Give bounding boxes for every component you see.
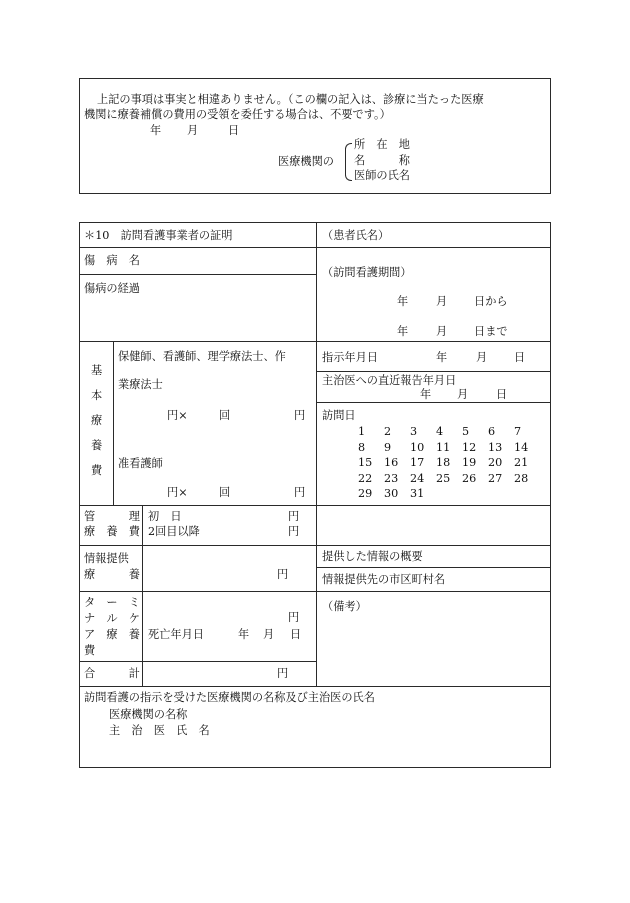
declaration-line-1: 上記の事項は事実と相違ありません。（この欄の記入は、診療に当たった医療	[97, 93, 484, 106]
visit-day: 30	[384, 487, 399, 501]
visit-day: 27	[488, 471, 503, 485]
visit-day: 4	[436, 425, 444, 438]
death-date-year: 年	[238, 628, 250, 641]
period-from-month: 月	[436, 295, 448, 308]
visit-days-grid	[358, 425, 540, 502]
period-to-month: 月	[436, 325, 448, 338]
visit-day: 31	[410, 487, 425, 501]
visit-day: 17	[410, 456, 425, 470]
total-label: 合 計	[84, 667, 140, 680]
basic-fee-char: 療	[91, 414, 103, 427]
instructing-institution-title: 訪問看護の指示を受けた医療機関の名称及び主治医の氏名	[84, 691, 375, 704]
instruction-date-month: 月	[476, 351, 488, 364]
visit-day: 19	[462, 456, 477, 470]
first-day-label: 初 日	[148, 510, 182, 523]
row-divider	[79, 505, 551, 506]
address-label: 所 在 地	[354, 138, 410, 151]
visit-day: 10	[410, 440, 425, 454]
visit-day: 16	[384, 456, 399, 470]
visit-day: 23	[384, 471, 399, 485]
visit-day: 26	[462, 471, 477, 485]
instruction-date-day: 日	[514, 351, 526, 364]
yen-label: 円	[294, 409, 306, 422]
doctor-name-label: 医師の氏名	[354, 169, 410, 182]
times-label: 回	[219, 409, 231, 422]
column-divider	[142, 505, 143, 686]
yen-label: 円	[294, 486, 306, 499]
row-divider	[79, 686, 551, 687]
instruction-date-year: 年	[436, 351, 448, 364]
attending-doctor-label: 主 治 医 氏 名	[109, 724, 210, 737]
visit-day: 22	[358, 471, 373, 485]
visit-day: 18	[436, 456, 451, 470]
row-divider	[316, 371, 551, 372]
visit-day: 1	[358, 425, 366, 438]
row-divider	[79, 591, 551, 592]
info-summary-label: 提供した情報の概要	[322, 550, 423, 563]
row-divider	[79, 274, 316, 275]
visit-day: 25	[436, 471, 451, 485]
row-divider	[79, 545, 551, 546]
row-divider	[316, 402, 551, 403]
institution-name-label: 名 称	[354, 154, 410, 167]
nurse-types-line-2: 業療法士	[118, 378, 163, 391]
mgmt-fee-label-2: 療 養 費	[84, 525, 140, 538]
nurse-types-line-1: 保健師、看護師、理学療法士、作	[118, 350, 286, 363]
row-divider	[316, 567, 551, 568]
death-date-label: 死亡年月日	[148, 628, 204, 641]
column-divider	[316, 222, 317, 686]
instruction-date-label: 指示年月日	[322, 351, 378, 364]
bracket-shape	[345, 143, 352, 181]
visit-day: 7	[514, 425, 522, 438]
visit-day: 28	[514, 471, 529, 485]
yen-label: 円	[277, 667, 289, 680]
institution-prefix: 医療機関の	[278, 155, 334, 168]
assoc-nurse-label: 准看護師	[118, 457, 163, 470]
row-divider	[79, 661, 316, 662]
visit-day: 13	[488, 440, 503, 454]
row-divider	[79, 247, 551, 248]
terminal-label-1: タ ー ミ	[84, 596, 140, 609]
visit-day: 12	[462, 440, 477, 454]
visit-day: 15	[358, 456, 373, 470]
visit-day: 14	[514, 440, 529, 454]
terminal-label-3: ア 療 養	[84, 628, 140, 641]
visit-period-label: （訪問看護期間）	[322, 266, 412, 279]
terminal-label-4: 費	[84, 644, 96, 657]
visit-day: 8	[358, 440, 366, 454]
info-municipality-label: 情報提供先の市区町村名	[322, 573, 446, 586]
second-onward-label: 2回目以降	[148, 525, 200, 538]
declaration-month: 月	[187, 124, 199, 137]
declaration-line-2: 機関に療養補償の費用の受領を委任する場合は、不要です。）	[84, 108, 391, 121]
visit-day: 24	[410, 471, 425, 485]
yen-times-label: 円×	[167, 409, 188, 422]
report-date-label: 主治医への直近報告年月日	[322, 374, 457, 387]
disease-course-label: 傷病の経過	[84, 282, 140, 295]
disease-name-label: 傷 病 名	[84, 254, 140, 267]
yen-label: 円	[288, 510, 300, 523]
report-date-year: 年	[420, 388, 432, 401]
section-title: ＊10 訪問看護事業者の証明	[84, 229, 233, 242]
declaration-day: 日	[228, 124, 240, 137]
terminal-label-2: ナ ル ケ	[84, 612, 140, 625]
patient-name-label: （患者氏名）	[322, 229, 390, 242]
times-label: 回	[219, 486, 231, 499]
period-from-day: 日から	[474, 295, 508, 308]
visit-day: 29	[358, 487, 373, 501]
mgmt-fee-label-1: 管 理	[84, 510, 140, 523]
yen-label: 円	[288, 611, 300, 624]
visit-day: 2	[384, 425, 392, 438]
remarks-label: （備考）	[322, 600, 367, 613]
visit-day: 5	[462, 425, 470, 438]
death-date-month: 月	[263, 628, 275, 641]
yen-times-label: 円×	[167, 486, 188, 499]
period-to-day: 日まで	[474, 325, 508, 338]
period-from-year: 年	[397, 295, 409, 308]
visit-day: 20	[488, 456, 503, 470]
basic-fee-char: 基	[91, 364, 103, 377]
institution-name-field-label: 医療機関の名称	[109, 708, 188, 721]
visit-day: 9	[384, 440, 392, 454]
column-divider	[113, 341, 114, 505]
visit-day: 11	[436, 440, 451, 454]
basic-fee-char: 本	[91, 389, 103, 402]
period-to-year: 年	[397, 325, 409, 338]
report-date-day: 日	[496, 388, 508, 401]
visit-days-label: 訪問日	[322, 409, 356, 422]
declaration-year: 年	[150, 124, 162, 137]
visit-day: 3	[410, 425, 418, 438]
yen-label: 円	[277, 568, 289, 581]
info-label-2: 療 養	[84, 568, 140, 581]
report-date-month: 月	[457, 388, 469, 401]
visit-day: 21	[514, 456, 529, 470]
visit-day: 6	[488, 425, 496, 438]
death-date-day: 日	[290, 628, 302, 641]
basic-fee-char: 費	[91, 464, 103, 477]
info-label-1: 情報提供	[84, 552, 129, 565]
row-divider	[79, 341, 551, 342]
basic-fee-char: 養	[91, 439, 103, 452]
yen-label: 円	[288, 525, 300, 538]
